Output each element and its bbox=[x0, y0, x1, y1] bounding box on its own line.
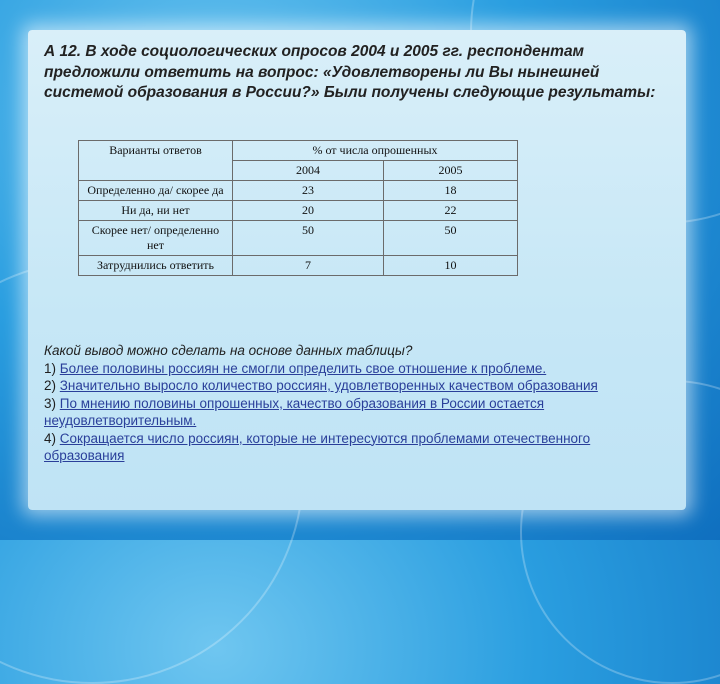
column-header-answers: Варианты ответов bbox=[79, 141, 233, 181]
conclusion-prompt: Какой вывод можно сделать на основе данных таблицы? bbox=[44, 343, 413, 358]
option-number: 1) bbox=[44, 360, 57, 376]
table-header-row bbox=[79, 141, 518, 161]
table-row bbox=[79, 201, 518, 221]
option-3[interactable] bbox=[44, 395, 674, 430]
value-2005: 50 bbox=[384, 221, 518, 256]
table-row bbox=[79, 256, 518, 276]
value-2005: 22 bbox=[384, 201, 518, 221]
option-link[interactable]: Сокращается число россиян, которые не интересуются проблемами отечественного образования bbox=[44, 430, 591, 463]
results-table bbox=[78, 140, 518, 276]
value-2004: 20 bbox=[233, 201, 384, 221]
value-2004: 50 bbox=[233, 221, 384, 256]
table-row bbox=[79, 221, 518, 256]
option-link[interactable]: Значительно выросло количество россиян, удовлетворенных качеством образования bbox=[59, 378, 598, 393]
value-2005: 18 bbox=[384, 181, 518, 201]
value-2004: 23 bbox=[233, 181, 384, 201]
option-link[interactable]: Более половины россиян не смогли определить свое отношение к проблеме. bbox=[59, 360, 547, 376]
option-number: 2) bbox=[44, 378, 57, 393]
value-2004: 7 bbox=[233, 256, 384, 276]
value-2005: 10 bbox=[384, 256, 518, 276]
question-text: А 12. В ходе социологических опросов 2004 и 2005 гг. респондентам предложили ответить на вопрос: «Удовлетворены ли Вы нынешней системой образования в России?» Были получены следующие результаты: bbox=[44, 43, 656, 101]
answer-label: Затруднились ответить bbox=[79, 256, 233, 276]
option-link[interactable]: По мнению половины опрошенных, качество образования в России остается неудовлетворительным. bbox=[44, 395, 545, 428]
answer-label: Определенно да/ скорее да bbox=[79, 181, 233, 201]
answer-options bbox=[44, 342, 674, 465]
option-2[interactable] bbox=[44, 377, 674, 395]
answer-label: Ни да, ни нет bbox=[79, 201, 233, 221]
column-header-percent: % от числа опрошенных bbox=[233, 141, 518, 161]
year-header-2005: 2005 bbox=[384, 161, 518, 181]
year-header-2004: 2004 bbox=[233, 161, 384, 181]
option-1[interactable] bbox=[44, 360, 674, 378]
table-row bbox=[79, 181, 518, 201]
option-4[interactable] bbox=[44, 430, 674, 465]
option-number: 3) bbox=[44, 395, 57, 411]
answer-label: Скорее нет/ определенно нет bbox=[79, 221, 233, 256]
option-number: 4) bbox=[44, 430, 57, 446]
